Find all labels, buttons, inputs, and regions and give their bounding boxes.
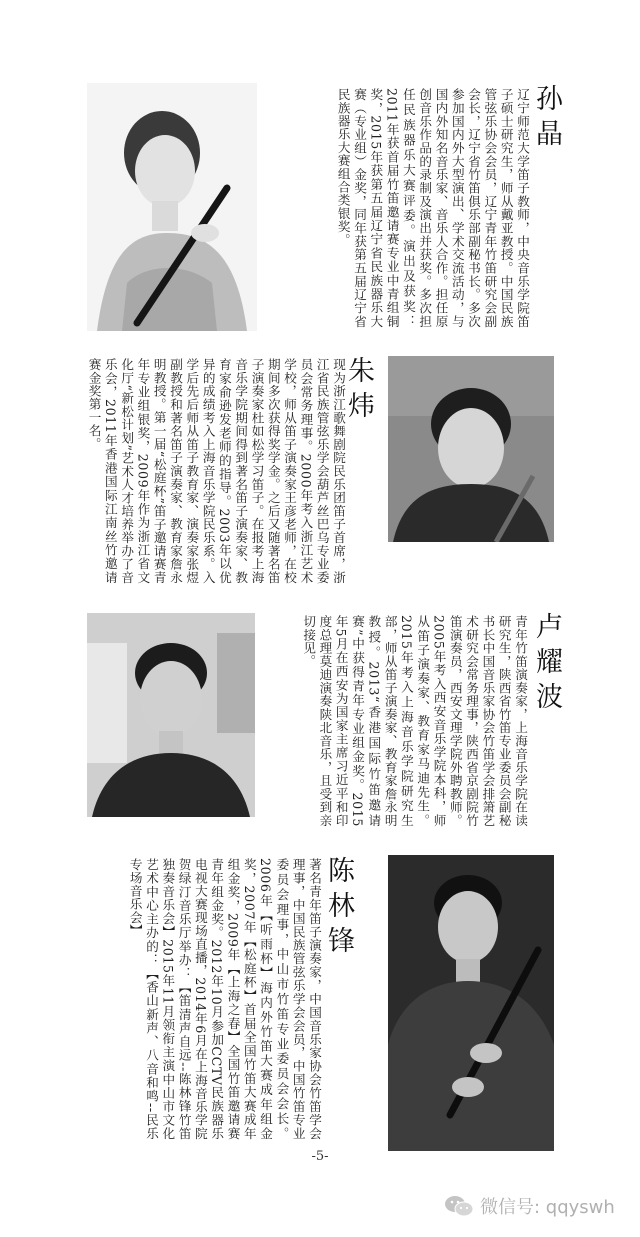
portrait-photo (87, 83, 257, 331)
young-man-portrait (388, 356, 554, 542)
female-flutist-portrait (87, 83, 257, 331)
musician-name: 陈林锋 (323, 856, 354, 961)
musician-name: 卢耀波 (531, 612, 562, 717)
musician-bio: 现为浙江歌舞剧院民乐团笛子首席，浙江省民族管弦乐学会葫芦丝巴乌专业委员会常务理事。2000年考入浙江艺术学校，师从笛子演奏家王彦老师，在校期间多次获得奖学金。之后又随著名笛子演奏家杜如松学习笛子。在报考上海音乐学院期间得到著名笛子演奏家、教育家俞逊发老师的指导。2003年以优异的成绩考入上海音乐学院民乐系。入学后先后师从笛子教育家、演奏家张煜副教授和著名笛子演奏家、教育家詹永明教授。第一届“松庭杯”笛子邀请赛青年专业组银奖，2009年作为浙江省文化厅“新松计划”艺术人才培养举办了音乐会，2011年香港国际江南丝竹邀请赛金奖第一名。 (86, 358, 346, 584)
flutist-portrait (388, 855, 554, 1151)
man-portrait (87, 613, 255, 817)
wechat-watermark (444, 1192, 615, 1220)
musician-name: 孙晶 (531, 84, 562, 154)
musician-bio: 著名青年笛子演奏家，中国音乐家协会竹笛学会理事，中国民族管弦乐学会会员，中国竹笛专业委员会理事，中山市竹笛专业委员会会长。2006年【听雨杯】海内外竹笛大赛成年组金奖，2007年【松庭杯】首届全国竹笛大赛成年组金奖，2009年【上海之春】全国竹笛邀请赛青年组金奖。2012年10月参加CCTV民族器乐电视大赛现场直播，2014年6月在上海音乐学院贺绿汀音乐厅举办：【笛清声自远--陈林锋竹笛独奏音乐会】2015年11月领衔主演中山市文化艺术中心主办的：【香山新声、八音和鸣--民乐专场音乐会】 (127, 858, 322, 1140)
musician-name: 朱炜 (343, 356, 374, 426)
page-number: -5- (311, 1149, 329, 1164)
musician-bio: 青年竹笛演奏家，上海音乐学院在读研究生，陕西省竹笛专业委员会副秘书长中国音乐家协会竹笛学会排箫艺术研究会常务理事，陕西省京剧院竹笛演奏员，西安文理学院外聘教师。2005年考入西安音乐学院本科，师从笛子演奏家、教育家马迪先生。2015年考入上海音乐学院研究生部，师从笛子演奏家、教育家詹永明教授。2013“香港国际竹笛邀请赛”中获得青年专业组金奖。2015年5月在西安为国家主席习近平和印度总理莫迪演奏陕北音乐，且受到亲切接见。 (301, 615, 528, 827)
portrait-photo (388, 356, 554, 542)
portrait-photo (87, 613, 255, 817)
watermark-text: 微信号: qqyswh (480, 1197, 615, 1218)
portrait-photo (388, 855, 554, 1151)
wechat-icon (444, 1194, 474, 1218)
musician-bio: 辽宁师范大学笛子教师，中央音乐学院笛子硕士研究生，师从戴亚教授。中国民族管弦乐协会会员，辽宁青年竹笛研究会副会长，辽宁省竹笛俱乐部副秘书长。多次参加国内外大型演出、学术交流活动，与国内外知名音乐家、音乐人合作。担任原创音乐作品的录制及演出并获奖。多次担任民族器乐大赛评委。演出及获奖：2011年获首届竹笛邀请赛专业中青组铜奖，2015年获第五届辽宁省民族器乐大赛（专业组）金奖，同年获第五届辽宁省民族器乐大赛组合类银奖。 (335, 88, 530, 328)
